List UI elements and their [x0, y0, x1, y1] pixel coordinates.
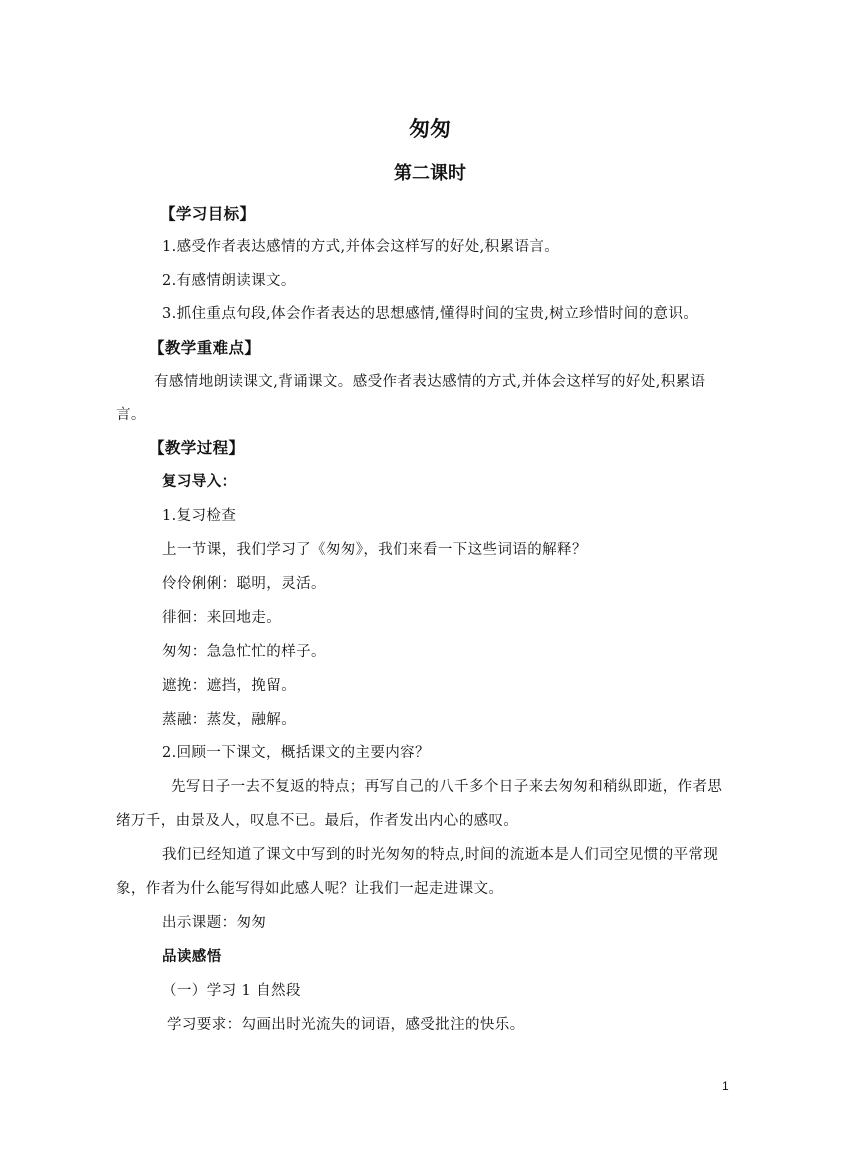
page-number: 1: [722, 1079, 729, 1093]
key-points-text: 有感情地朗读课文,背诵课文。感受作者表达感情的方式,并体会这样写的好处,积累语: [154, 374, 706, 390]
review-heading: 复习导入：: [162, 474, 237, 490]
objective-item: 1.感受作者表达感情的方式,并体会这样写的好处,积累语言。: [162, 239, 560, 255]
summary-text: 先写日子一去不复返的特点；再写自己的八千多个日子来去匆匆和稍纵即逝，作者思: [171, 779, 723, 795]
part-heading: （一）学习 1 自然段: [162, 983, 301, 999]
objectives-heading: 【学习目标】: [160, 205, 256, 223]
intro-text: 象，作者为什么能写得如此感人呢？让我们一起走进课文。: [116, 881, 504, 897]
requirement-text: 学习要求：勾画出时光流失的词语，感受批注的快乐。: [167, 1017, 525, 1033]
document-title: 匆匆: [409, 117, 451, 141]
review-line: 匆匆：急急忙忙的样子。: [162, 644, 326, 660]
key-points-heading: 【教学重难点】: [149, 339, 261, 357]
reading-heading: 品读感悟: [162, 949, 222, 965]
objective-item: 3.抓住重点句段,体会作者表达的思想感情,懂得时间的宝贵,树立珍惜时间的意识。: [162, 306, 699, 322]
review-line: 2.回顾一下课文，概括课文的主要内容？: [162, 745, 430, 761]
review-line: 蒸融：蒸发，融解。: [162, 712, 297, 728]
intro-text: 我们已经知道了课文中写到的时光匆匆的特点,时间的流逝本是人们司空见惯的平常现: [162, 847, 719, 863]
review-line: 徘徊：来回地走。: [162, 610, 282, 626]
review-line: 1.复习检查: [162, 508, 237, 524]
objective-item: 2.有感情朗读课文。: [162, 273, 296, 289]
review-line: 伶伶俐俐：聪明，灵活。: [162, 576, 326, 592]
show-title-text: 出示课题：匆匆: [162, 915, 267, 931]
review-line: 遮挽：遮挡，挽留。: [162, 678, 297, 694]
key-points-text: 言。: [116, 407, 146, 423]
summary-text: 绪万千，由景及人，叹息不已。最后，作者发出内心的感叹。: [116, 813, 519, 829]
review-line: 上一节课，我们学习了《匆匆》，我们来看一下这些词语的解释？: [162, 542, 587, 558]
document-subtitle: 第二课时: [394, 163, 466, 184]
process-heading: 【教学过程】: [149, 439, 245, 457]
